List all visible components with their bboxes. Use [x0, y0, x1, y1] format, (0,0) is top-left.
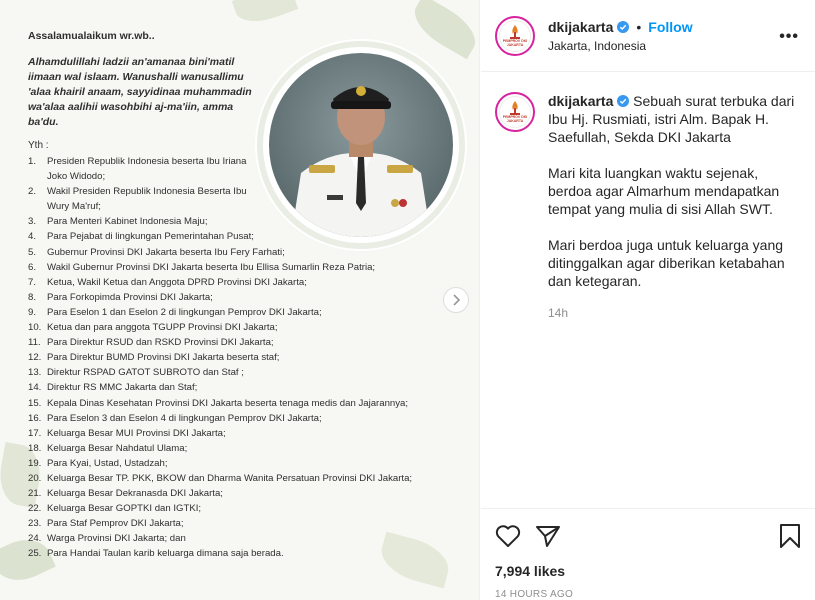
recipient-number: 2. — [28, 186, 37, 198]
bookmark-icon[interactable] — [779, 523, 801, 549]
post-header — [481, 0, 815, 72]
recipient-text: Direktur RSPAD GATOT SUBROTO dan Staf ; — [47, 367, 244, 379]
recipient-number: 20. — [28, 472, 42, 484]
letter-opening: Alhamdulillahi ladzii an'amanaa bini'matil iimaan wal islaam. Wanushalli wanusallimu 'alaa khairil anaam, sayyidinaa muhammadin wa'alaa aalihii wasohbihi aj-ma'iin, amma ba'du. — [28, 56, 252, 128]
recipient-item — [28, 531, 468, 546]
recipient-item — [28, 486, 468, 501]
recipient-number: 18. — [28, 442, 42, 454]
chevron-right-icon — [451, 294, 461, 306]
recipient-number: 6. — [28, 261, 37, 273]
decorative-leaf — [232, 0, 299, 29]
paper-plane-icon[interactable] — [535, 524, 561, 548]
recipient-item — [28, 516, 468, 531]
caption-paragraph — [548, 92, 801, 146]
recipient-number: 5. — [28, 246, 37, 258]
more-options-button[interactable]: ••• — [779, 28, 799, 45]
recipient-text: Para Menteri Kabinet Indonesia Maju; — [47, 216, 208, 228]
recipient-number: 7. — [28, 276, 37, 288]
recipient-number: 17. — [28, 427, 42, 439]
recipient-item — [28, 471, 468, 486]
recipient-number: 16. — [28, 412, 42, 424]
location-link[interactable]: Jakarta, Indonesia — [548, 38, 647, 53]
post-timestamp: 14 HOURS AGO — [495, 589, 574, 600]
caption-time: 14h — [548, 306, 569, 320]
recipient-number: 23. — [28, 518, 42, 530]
follow-button[interactable]: Follow — [648, 18, 693, 35]
recipient-number: 13. — [28, 367, 42, 379]
post-actions — [481, 508, 815, 600]
recipient-number: 11. — [28, 337, 41, 349]
recipient-text: Keluarga Besar Nahdatul Ulama; — [47, 442, 188, 454]
recipient-text: Wakil Gubernur Provinsi DKI Jakarta beserta Ibu Ellisa Sumarlin Reza Patria; — [47, 261, 376, 273]
caption-text: Sebuah surat terbuka dari Ibu Hj. Rusmiati, istri Alm. Bapak H. Saefullah, Sekda DKI Jakarta — [548, 93, 795, 145]
pemprov-logo-icon — [507, 101, 523, 115]
recipient-text: Keluarga Besar TP. PKK, BKOW dan Dharma Wanita Persatuan Provinsi DKI Jakarta; — [47, 472, 413, 484]
recipient-text: Para Staf Pemprov DKI Jakarta; — [47, 518, 184, 530]
recipient-text: Para Kyai, Ustad, Ustadzah; — [47, 457, 168, 469]
recipient-number: 12. — [28, 352, 42, 364]
official-portrait-illustration — [269, 53, 453, 237]
recipient-text: Para Direktur RSUD dan RSKD Provinsi DKI Jakarta; — [47, 337, 274, 349]
logo-text: PEMPROV DKI JAKARTA — [502, 38, 528, 47]
recipient-text: Presiden Republik Indonesia beserta Ibu Iriana Joko Widodo; — [47, 156, 247, 183]
recipient-number: 1. — [28, 156, 37, 167]
recipient-item — [28, 380, 468, 395]
recipient-item — [28, 441, 468, 456]
caption-avatar[interactable] — [495, 92, 535, 132]
letter-yth: Yth : — [28, 140, 49, 151]
recipient-number: 19. — [28, 457, 42, 469]
recipient-number: 21. — [28, 488, 42, 500]
recipient-item — [28, 456, 468, 471]
recipient-text: Para Forkopimda Provinsi DKI Jakarta; — [47, 291, 213, 303]
recipient-item — [28, 350, 468, 365]
recipient-text: Gubernur Provinsi DKI Jakarta beserta Ibu Fery Farhati; — [47, 246, 285, 258]
recipient-text: Keluarga Besar Dekranasda DKI Jakarta; — [47, 488, 223, 500]
likes-count[interactable]: 7,994 likes — [495, 563, 566, 579]
pemprov-logo-icon — [507, 25, 523, 39]
recipient-text: Warga Provinsi DKI Jakarta; dan — [47, 533, 186, 545]
post-caption — [481, 72, 815, 322]
recipient-number: 4. — [28, 231, 37, 243]
recipient-text: Para Eselon 3 dan Eselon 4 di lingkungan Pemprov DKI Jakarta; — [47, 412, 322, 424]
recipient-text: Para Direktur BUMD Provinsi DKI Jakarta beserta staf; — [47, 352, 280, 364]
recipient-number: 3. — [28, 216, 37, 228]
recipient-item — [28, 320, 468, 335]
recipient-number: 15. — [28, 397, 42, 409]
recipient-number: 9. — [28, 306, 37, 318]
recipient-item — [28, 260, 468, 275]
recipient-item — [28, 305, 468, 320]
recipient-item — [28, 245, 468, 260]
letter-greeting: Assalamualaikum wr.wb.. — [28, 30, 155, 42]
post-details-panel — [481, 0, 815, 600]
recipient-text: Ketua, Wakil Ketua dan Anggota DPRD Provinsi DKI Jakarta; — [47, 276, 307, 288]
verified-badge-icon — [617, 21, 629, 33]
heart-icon[interactable] — [495, 524, 521, 548]
header-username[interactable]: dkijakarta — [548, 18, 614, 35]
recipient-text: Para Eselon 1 dan Eselon 2 di lingkungan Pemprov DKI Jakarta; — [47, 306, 322, 318]
recipient-item — [28, 335, 468, 350]
recipient-item — [28, 396, 468, 411]
recipient-number: 8. — [28, 291, 37, 303]
recipient-text: Para Pejabat di lingkungan Pemerintahan Pusat; — [47, 231, 254, 243]
recipient-text: Keluarga Besar MUI Provinsi DKI Jakarta; — [47, 427, 226, 439]
recipient-text: Wakil Presiden Republik Indonesia Beserta Ibu Wury Ma'ruf; — [47, 186, 247, 213]
recipient-item — [28, 501, 468, 516]
recipient-item — [28, 546, 468, 561]
recipient-number: 22. — [28, 503, 42, 515]
profile-avatar[interactable] — [495, 16, 535, 56]
recipient-item — [28, 275, 468, 290]
recipient-text: Direktur RS MMC Jakarta dan Staf; — [47, 382, 198, 394]
separator-dot: • — [636, 18, 642, 35]
recipient-text: Kepala Dinas Kesehatan Provinsi DKI Jakarta beserta tenaga medis dan Jajarannya; — [47, 397, 409, 409]
caption-paragraph: Mari berdoa juga untuk keluarga yang ditinggalkan agar diberikan ketabahan dan ketegaran. — [548, 237, 785, 289]
recipient-item — [28, 426, 468, 441]
verified-badge-icon — [617, 95, 629, 107]
caption-paragraph: Mari kita luangkan waktu sejenak, berdoa agar Almarhum mendapatkan tempat yang mulia di sisi Allah SWT. — [548, 165, 780, 217]
recipient-number: 14. — [28, 382, 42, 394]
recipient-item — [28, 290, 468, 305]
recipient-text: Ketua dan para anggota TGUPP Provinsi DKI Jakarta; — [47, 322, 278, 334]
recipient-item — [28, 365, 468, 380]
recipient-item — [28, 411, 468, 426]
portrait-background — [269, 53, 453, 237]
logo-text: PEMPROV DKI JAKARTA — [502, 115, 528, 123]
recipient-number: 10. — [28, 322, 42, 334]
recipient-text: Keluarga Besar GOPTKI dan IGTKI; — [47, 503, 202, 515]
recipient-text: Para Handai Taulan karib keluarga dimana saja berada. — [47, 548, 284, 560]
next-image-button[interactable] — [443, 287, 469, 313]
portrait-photo — [263, 47, 459, 243]
recipient-number: 24. — [28, 533, 42, 545]
recipient-number: 25. — [28, 548, 42, 560]
caption-username[interactable]: dkijakarta — [548, 93, 614, 109]
